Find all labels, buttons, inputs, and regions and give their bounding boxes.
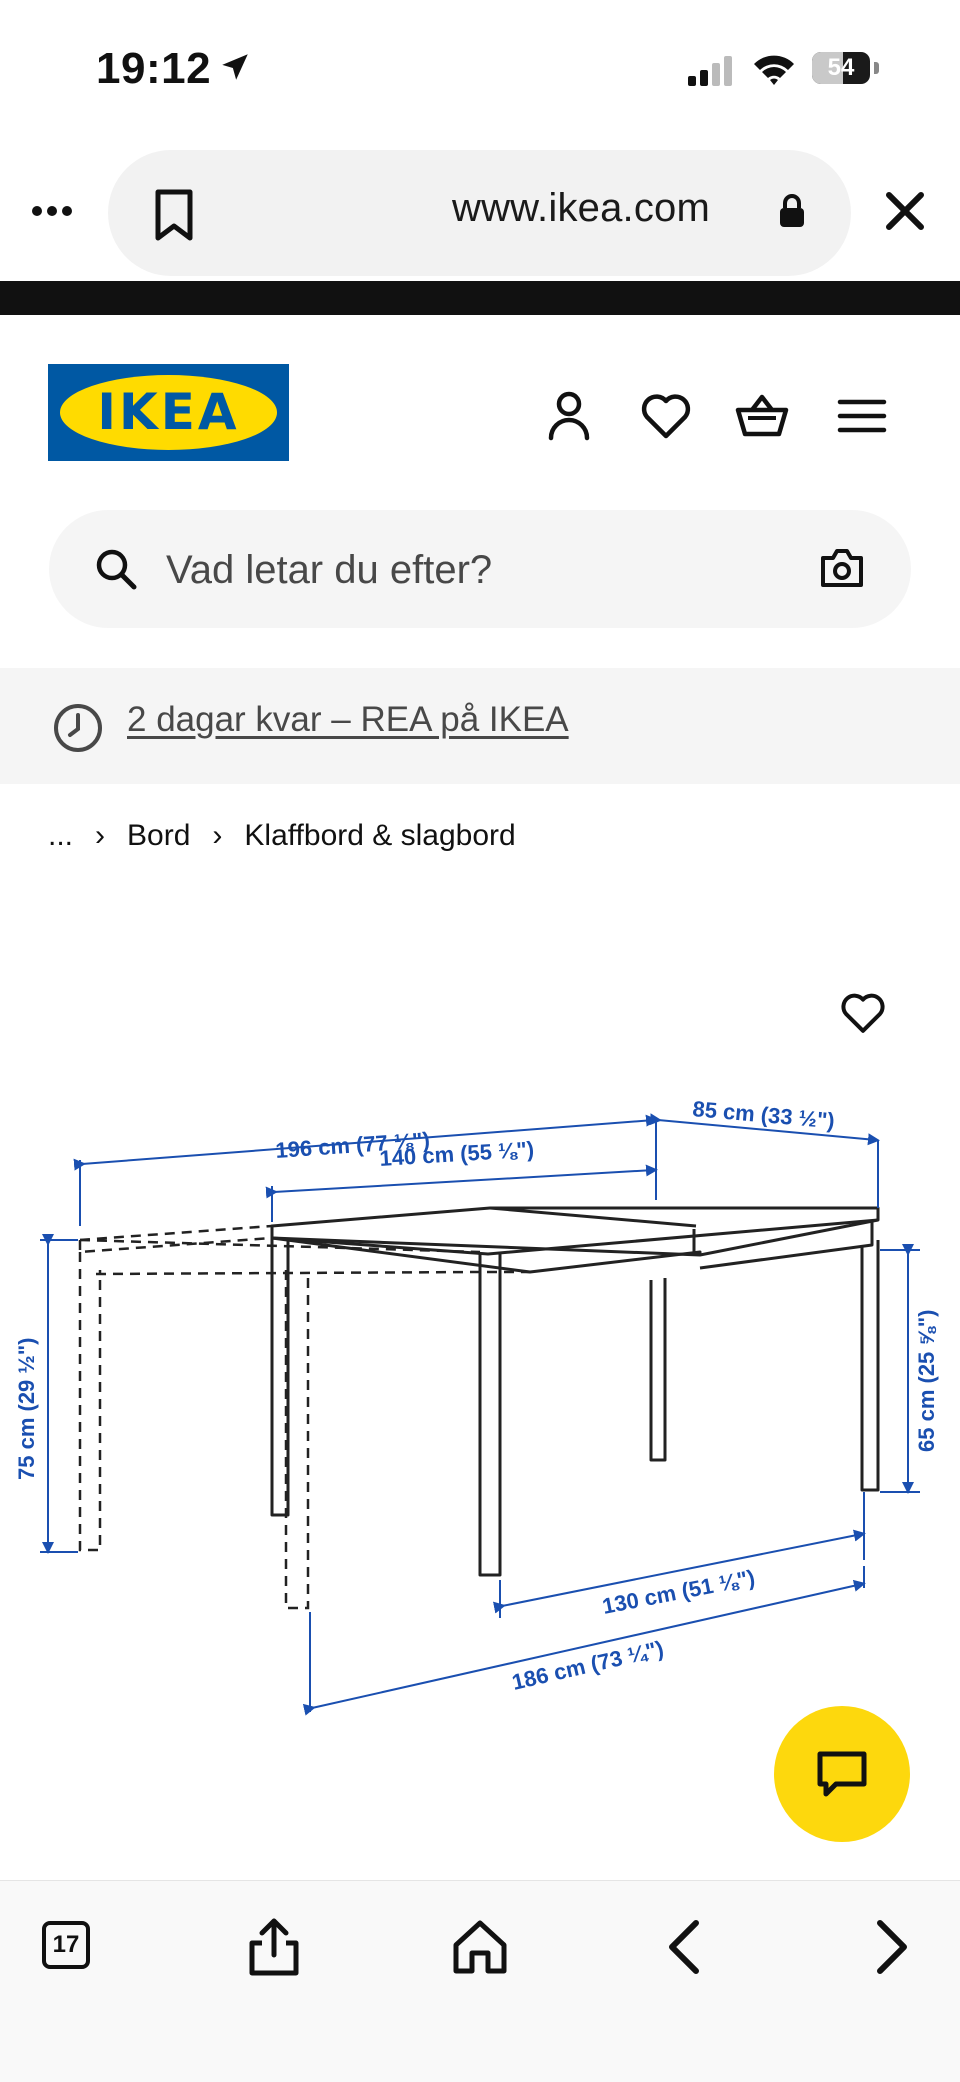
dim-height: 75 cm (29 ½") <box>14 1337 39 1480</box>
camera-search-icon[interactable] <box>819 546 865 590</box>
dim-table-length: 140 cm (55 ⅛") <box>378 1136 535 1171</box>
lock-icon <box>778 194 806 228</box>
battery-indicator <box>812 52 870 84</box>
browser-bottom-bar <box>0 1880 960 2082</box>
location-arrow-icon <box>218 50 252 84</box>
cellular-signal-icon <box>688 56 734 86</box>
basket-icon[interactable] <box>734 388 790 444</box>
user-icon[interactable] <box>541 388 597 444</box>
dim-depth: 85 cm (33 ½") <box>691 1096 836 1134</box>
dim-leg-span-short: 130 cm (51 ⅛") <box>600 1564 757 1619</box>
chat-icon <box>816 1750 868 1800</box>
status-time: 19:12 <box>96 44 212 93</box>
address-bar[interactable] <box>108 150 851 276</box>
share-icon[interactable] <box>242 1915 306 1979</box>
favorite-heart-icon[interactable] <box>838 988 888 1038</box>
dim-leg-span-long: 186 cm (73 ¼") <box>509 1635 666 1695</box>
wifi-icon <box>752 52 796 86</box>
status-bar <box>0 0 960 140</box>
breadcrumb-item-bord[interactable]: Bord <box>127 819 191 852</box>
breadcrumb <box>48 816 516 856</box>
search-icon <box>93 546 139 592</box>
logo-text: IKEA <box>97 383 240 441</box>
close-icon[interactable] <box>884 190 926 232</box>
product-dimension-image <box>0 1040 960 1760</box>
search-placeholder: Vad letar du efter? <box>166 548 493 592</box>
tabs-icon[interactable]: 17 <box>42 1921 90 1969</box>
promo-link[interactable]: 2 dagar kvar – REA på IKEA <box>127 700 569 739</box>
search-bar[interactable] <box>49 510 911 628</box>
promo-banner <box>0 668 960 784</box>
more-options-icon[interactable] <box>28 200 76 220</box>
bookmark-icon[interactable] <box>152 188 196 242</box>
menu-icon[interactable] <box>834 388 890 444</box>
heart-icon[interactable] <box>638 388 694 444</box>
dim-total-length: 196 cm (77 ⅛") <box>274 1127 431 1163</box>
browser-bar <box>0 140 960 280</box>
chevron-right-icon: › <box>95 819 106 852</box>
ikea-logo[interactable] <box>48 364 289 461</box>
home-icon[interactable] <box>448 1915 512 1979</box>
breadcrumb-item-klaffbord[interactable]: Klaffbord & slagbord <box>244 819 516 852</box>
forward-icon[interactable] <box>858 1915 922 1979</box>
battery-level: 54 <box>827 54 855 81</box>
back-icon[interactable] <box>654 1915 718 1979</box>
chevron-right-icon: › <box>212 819 223 852</box>
page-top-bar <box>0 281 960 315</box>
clock-icon <box>52 702 104 754</box>
dim-leg-height: 65 cm (25 ⅝") <box>914 1309 939 1452</box>
url-text: www.ikea.com <box>452 186 711 230</box>
breadcrumb-item-more[interactable]: ... <box>48 819 74 852</box>
chat-button[interactable] <box>774 1706 910 1842</box>
